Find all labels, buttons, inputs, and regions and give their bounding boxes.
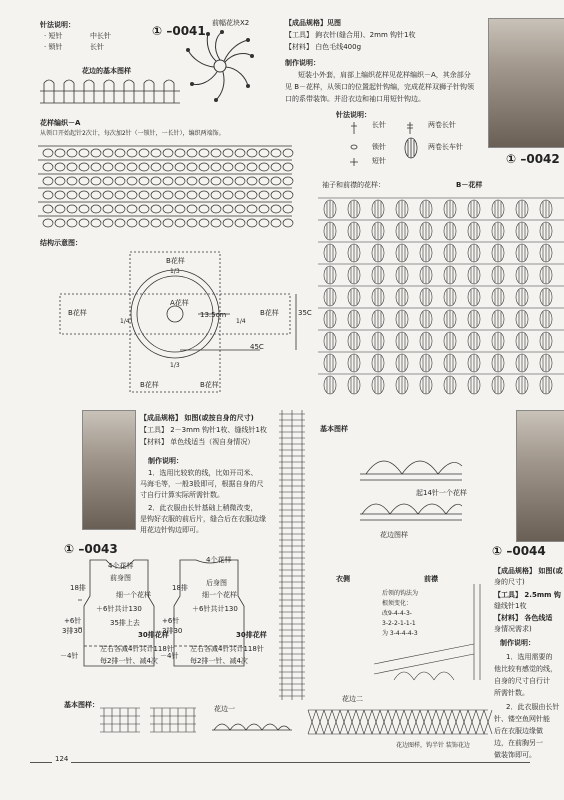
edge-two-label: 花边二 (342, 695, 363, 703)
spec-title-43: 【成品规格】 如图(或按自身的尺寸) (140, 414, 254, 422)
tools-cont-44: 缝线针1枚 (494, 602, 527, 610)
pattern-a-label: 花样编织－A (40, 119, 81, 127)
instr-line: 后在衣服边缘做 (494, 727, 543, 735)
instr-line: 是钩好衣服的前后片，缝合后在衣服边缘 (140, 515, 266, 523)
edge-two-chart (308, 706, 488, 738)
schematic-note: 3排30 (162, 627, 183, 635)
diagram-label: A花样 (170, 299, 189, 307)
legend-item: 锁针 (372, 143, 386, 151)
front-edge-chart (374, 584, 484, 684)
materials-44: 【材料】 各色线适 (494, 614, 553, 622)
page-number: 124 (52, 754, 71, 764)
basic-pattern-chart (276, 410, 316, 700)
tools-44: 【工具】 2.5mm 钩 (494, 591, 561, 599)
schematic-note: 35排上去 (110, 619, 140, 627)
diagram-label: B花样 (166, 257, 185, 265)
neck-note: 根须变化： (382, 600, 413, 607)
pattern-number-44: ① –0044 (492, 544, 546, 558)
instr-line: 1．选用比较软的线，比如开司米、 (148, 469, 258, 477)
front-label: 前身图 (110, 574, 131, 582)
neck-note: 3-2-2-1-1-1 (382, 620, 416, 627)
model-photo-44 (516, 410, 564, 542)
instr-line: 他比较有感觉的线， (494, 665, 557, 673)
back-label: 后身图 (206, 579, 227, 587)
motif-label: 前幅花块X2 (212, 19, 250, 27)
instr-line: 自身的尺寸自行计 (494, 677, 550, 685)
pattern-number-41: ① –0041 (152, 24, 206, 38)
instr-line: 短装小外套，肩部上编织花样见花样编织－A，其余部分 (298, 71, 471, 79)
model-photo-43 (82, 410, 136, 530)
bottom-note: 花边图样，钩半针 装饰花边 (396, 742, 470, 749)
instr-title-44: 制作说明： (500, 639, 535, 647)
structure-diagram (60, 252, 310, 392)
schematic-note: 30排花样 (236, 631, 267, 639)
front-placket-label: 前襟 (424, 575, 438, 583)
materials-43: 【材料】 单色线适当（视自身情况） (140, 438, 255, 446)
structure-label: 结构示意图： (40, 239, 82, 247)
pattern-b-chart (318, 194, 564, 400)
schematic-note: ＋6针共计130 (96, 605, 142, 613)
legend-item: 短针 (372, 157, 386, 165)
neck-note: 为 3-4-4-4-3 (382, 630, 418, 637)
instr-line: 见 B－花样，从领口的位置起针钩编，完成花样双狮子针钩领 (285, 83, 475, 91)
neck-note: 后领的钩法为 (382, 590, 419, 597)
schematic-note: 18排 (70, 584, 86, 592)
diagram-fraction: 1/4 (120, 318, 130, 325)
legend-title-41: 针法说明： (40, 21, 75, 29)
instr-line: 2．此衣服由长针基础上稍微改变， (148, 504, 258, 512)
instr-title-43: 制作说明： (148, 457, 183, 465)
instr-line: 寸自行计算实际所需针数。 (140, 491, 224, 499)
diagram-label: B花样 (200, 381, 219, 389)
diagram-dimension: 35C (298, 309, 312, 317)
edge-pattern-diagram (40, 77, 180, 107)
instr-title-41: 制作说明： (285, 59, 320, 67)
instr-line: 做装饰即可。 (494, 751, 536, 759)
legend-item: 长针 (90, 43, 104, 51)
diagram-fraction: 1/3 (170, 362, 180, 369)
instr-line: 口的系带装饰。并沿衣边和袖口用短针钩边。 (285, 95, 425, 103)
model-photo-42 (488, 18, 564, 148)
schematic-note: +6针 (162, 617, 180, 625)
pattern-number-42: ① –0042 (506, 152, 560, 166)
diagram-dimension: 13.5cm (200, 311, 227, 319)
legend-title-42: 针法说明： (336, 111, 371, 119)
instr-line: 2．此衣服由长针 (506, 703, 560, 711)
diagram-label: B花样 (260, 309, 279, 317)
schematic-note: 左右各减4针共计118针 (100, 645, 174, 653)
tools-41: 【工具】 鉤衣针(缝合用)、2mm 钩针1枚 (285, 31, 416, 39)
legend-item: 两卷长针 (428, 121, 456, 129)
tools-43: 【工具】 2－3mm 钩针1枚、缝线针1枚 (140, 426, 267, 434)
schematic-note: 细一个花样 (202, 591, 237, 599)
schematic-note: 左右各减4针共计118针 (190, 645, 264, 653)
neck-note: 改9-4-4-3- (382, 610, 412, 617)
spec-title-41: 【成品规格】见图 (285, 19, 341, 27)
diagram-fraction: 1/3 (170, 268, 180, 275)
instr-line: 所需针数。 (494, 689, 529, 697)
schematic-note: ＋6针共计130 (192, 605, 238, 613)
sleeve-label: 袖子和前襟的花样： (322, 181, 385, 189)
legend-item: 中长针 (90, 32, 111, 40)
diagram-dimension: 45C (250, 343, 264, 351)
flower-motif-diagram (182, 28, 258, 104)
diagram-fraction: 1/4 (236, 318, 246, 325)
instr-line: 马海毛等，一般3股即可，根据自身的尺 (140, 480, 264, 488)
spec-title-44: 【成品规格】 如图(或 (494, 567, 563, 575)
basic-pattern-label: 基本图样 (320, 425, 348, 433)
legend-item: · 短针 (44, 32, 63, 40)
schematic-note: +6针 (64, 617, 82, 625)
materials-41: 【材料】 白色毛线400g (285, 43, 362, 51)
schematic-note: 每2排一针、减4次 (100, 657, 158, 665)
spec-cont-44: 身的尺寸) (494, 578, 525, 586)
schematic-note: －4针 (160, 652, 179, 660)
edge-one-label: 花边一 (214, 705, 235, 713)
instr-line: 用花边针钩边即可。 (140, 526, 203, 534)
bottom-basic-chart (100, 702, 200, 738)
schematic-note: 18排 (172, 584, 188, 592)
legend-item: · 锁针 (44, 43, 63, 51)
edge-one-chart (212, 716, 292, 736)
legend-item: 长针 (372, 121, 386, 129)
schematic-note: 每2排一针、减4次 (190, 657, 248, 665)
side-label: 衣侧 (336, 575, 350, 583)
edge-name: 花边图样 (380, 531, 408, 539)
instr-line: 1．选用需要的 (506, 653, 553, 661)
diagram-label: B花样 (68, 309, 87, 317)
bottom-basic-label: 基本图样： (64, 701, 99, 709)
edge-pattern-label: 花边的基本图样 (82, 67, 131, 75)
materials-cont-44: 身情况需求) (494, 625, 532, 633)
schematic-note: 细一个花样 (116, 591, 151, 599)
pattern-b-label: B－花样 (456, 181, 483, 189)
instr-line: 针、镂空鱼网针能 (494, 715, 550, 723)
pattern-a-chart (38, 140, 292, 228)
schematic-note: 3排30 (62, 627, 83, 635)
pattern-number-43: ① –0043 (64, 542, 118, 556)
schematic-note: 30排花样 (138, 631, 169, 639)
edge-row-note: 起14针一个花样 (416, 489, 467, 497)
schematic-note: －4针 (60, 652, 79, 660)
legend-item: 两卷长车针 (428, 143, 463, 151)
schematic-note: 4个花样 (108, 562, 134, 570)
pattern-a-note: 从领口开始起针2次计，每次加2针（一锁针，一长针），编织两端饰。 (40, 130, 225, 137)
diagram-label: B花样 (140, 381, 159, 389)
schematic-note: 4个花样 (206, 556, 232, 564)
instr-line: 边，在前胸另一 (494, 739, 543, 747)
footer-rule (30, 762, 530, 763)
